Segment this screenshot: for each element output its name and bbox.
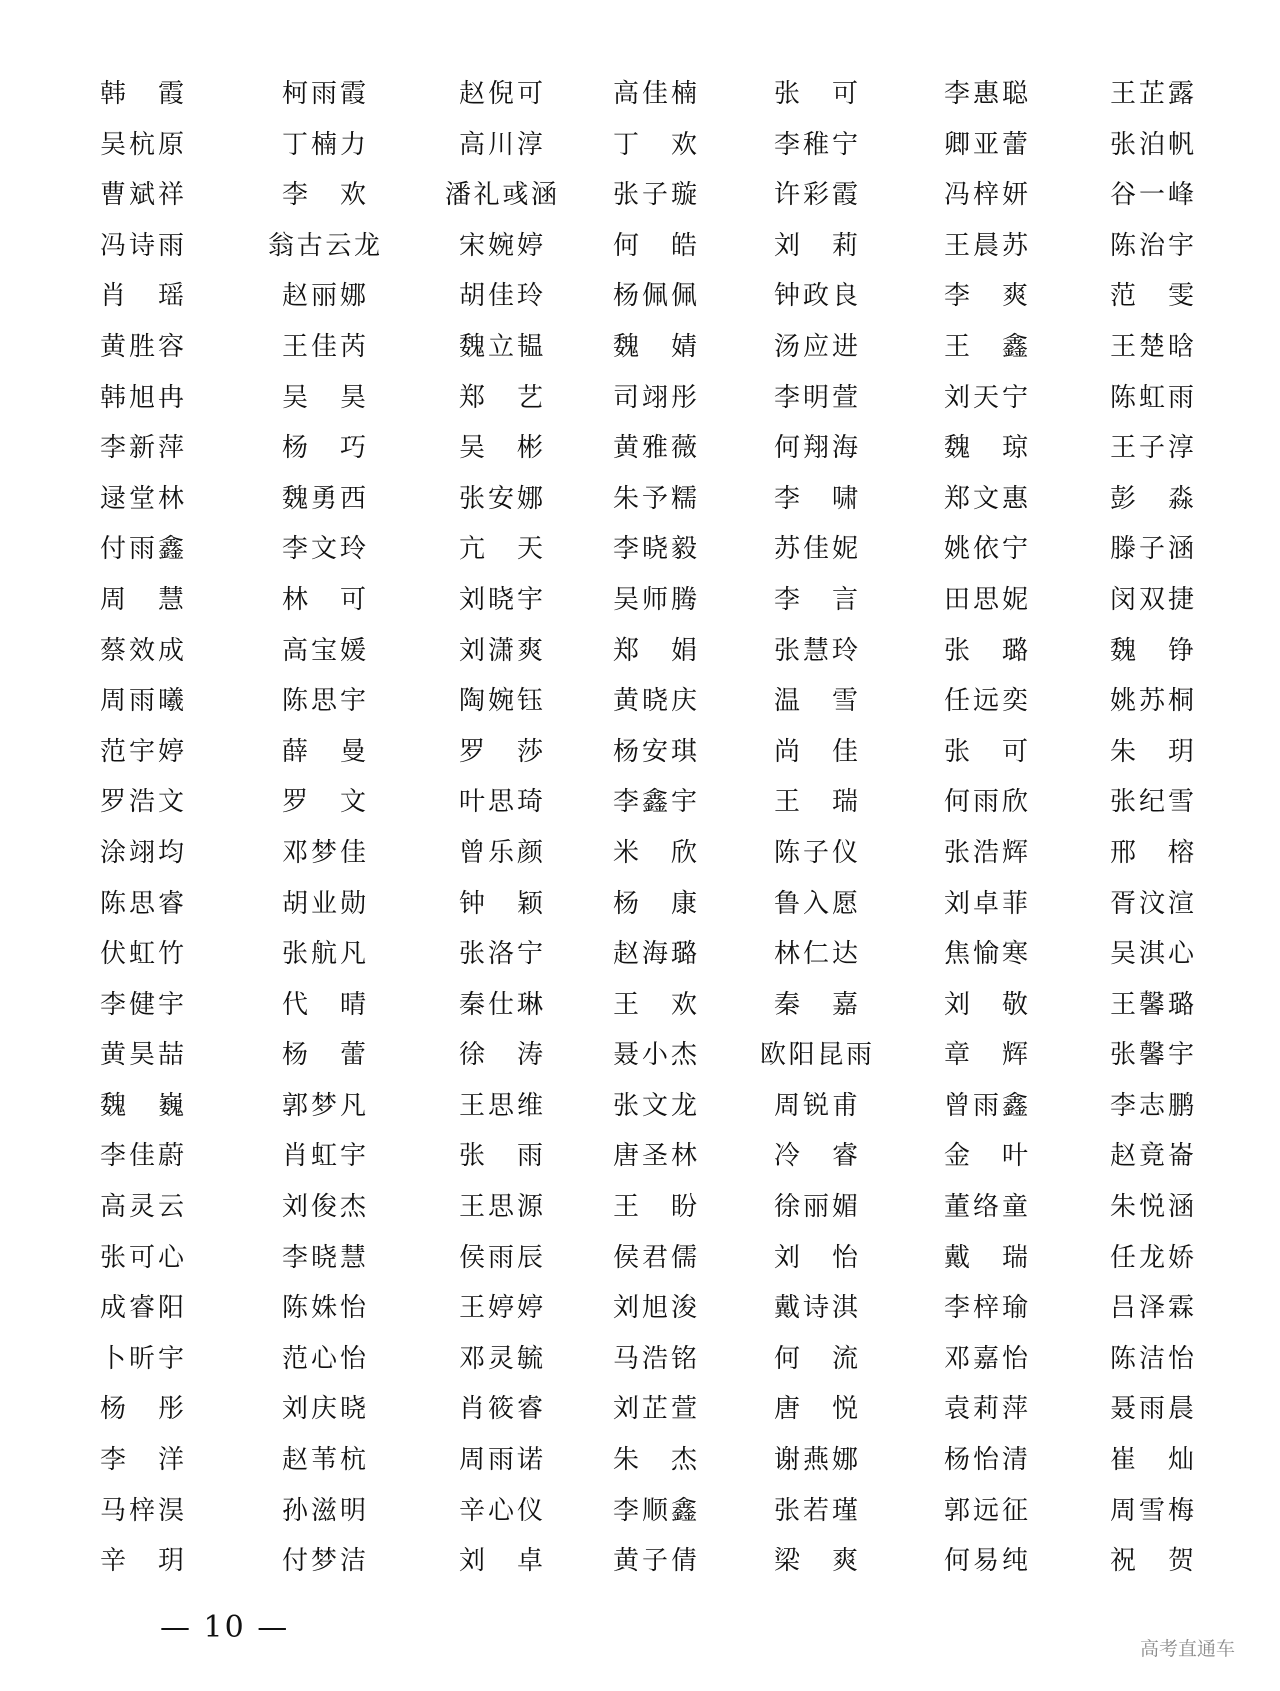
name-cell: 金叶 xyxy=(944,1141,1028,1172)
name-cell: 王佳芮 xyxy=(282,331,366,362)
name-cell: 钟政良 xyxy=(774,281,858,312)
name-cell: 司翊彤 xyxy=(613,382,697,413)
name-cell: 杨巧 xyxy=(282,433,366,464)
name-cell: 刘莉 xyxy=(774,230,858,261)
name-cell: 李惠聪 xyxy=(944,79,1028,109)
name-cell: 张泊帆 xyxy=(1110,129,1194,160)
name-cell: 钟颖 xyxy=(459,888,543,919)
name-cell: 李志鹏 xyxy=(1110,1090,1194,1121)
name-cell: 任远奕 xyxy=(944,686,1028,717)
name-cell: 高宝媛 xyxy=(282,635,366,666)
name-cell: 朱悦涵 xyxy=(1110,1192,1194,1223)
name-cell: 朱予糯 xyxy=(613,483,697,514)
name-cell: 张航凡 xyxy=(282,939,366,970)
name-cell: 许彩霞 xyxy=(774,180,858,211)
name-cell: 冯诗雨 xyxy=(100,230,184,261)
name-cell: 王子淳 xyxy=(1110,433,1194,464)
name-cell: 秦仕琳 xyxy=(459,989,543,1020)
name-cell: 辛心仪 xyxy=(459,1495,543,1526)
name-cell: 鲁入愿 xyxy=(774,888,858,919)
name-cell: 周雨诺 xyxy=(459,1445,543,1476)
name-row xyxy=(0,784,1280,835)
name-cell: 杨康 xyxy=(613,888,697,919)
name-cell: 陈洁怡 xyxy=(1110,1343,1194,1374)
name-cell: 彭淼 xyxy=(1110,483,1194,514)
name-cell: 刘敬 xyxy=(944,989,1028,1020)
name-cell: 涂翊均 xyxy=(100,837,184,868)
name-cell: 李稚宁 xyxy=(774,129,858,160)
name-cell: 李爽 xyxy=(944,281,1028,312)
name-cell: 张可 xyxy=(944,736,1028,767)
name-row xyxy=(0,76,1280,127)
name-cell: 徐丽媚 xyxy=(774,1192,858,1223)
name-cell: 邓嘉怡 xyxy=(944,1343,1028,1374)
name-cell: 谷一峰 xyxy=(1110,180,1194,211)
name-cell: 肖虹宇 xyxy=(282,1141,366,1172)
name-cell: 李梓瑜 xyxy=(944,1293,1028,1324)
name-cell: 林仁达 xyxy=(774,939,858,970)
name-cell: 伏虹竹 xyxy=(100,939,184,970)
name-cell: 辛玥 xyxy=(100,1546,184,1577)
name-cell: 侯君儒 xyxy=(613,1242,697,1273)
name-row xyxy=(0,1037,1280,1088)
name-cell: 戴瑞 xyxy=(944,1242,1028,1273)
name-row xyxy=(0,380,1280,431)
name-cell: 李言 xyxy=(774,584,858,615)
name-list xyxy=(0,76,1280,1594)
name-row xyxy=(0,481,1280,532)
name-cell: 孙滋明 xyxy=(282,1495,366,1526)
name-cell: 肖瑶 xyxy=(100,281,184,312)
name-cell: 何易纯 xyxy=(944,1546,1028,1577)
name-row xyxy=(0,278,1280,329)
name-cell: 陈思宇 xyxy=(282,686,366,717)
name-cell: 姚依宁 xyxy=(944,534,1028,565)
name-cell: 闵双捷 xyxy=(1110,584,1194,615)
name-cell: 付雨鑫 xyxy=(100,534,184,565)
name-cell: 汤应进 xyxy=(774,331,858,362)
name-cell: 刘卓菲 xyxy=(944,888,1028,919)
name-row xyxy=(0,1341,1280,1392)
name-cell: 范心怡 xyxy=(282,1343,366,1374)
name-cell: 徐涛 xyxy=(459,1040,543,1071)
name-cell: 陈子仪 xyxy=(774,837,858,868)
name-cell: 杨彤 xyxy=(100,1394,184,1425)
name-cell: 赵竟崙 xyxy=(1110,1141,1194,1172)
name-cell: 吴师腾 xyxy=(613,584,697,615)
name-row xyxy=(0,835,1280,886)
name-cell: 王楚晗 xyxy=(1110,331,1194,362)
name-cell: 王瑞 xyxy=(774,787,858,818)
name-cell: 滕子涵 xyxy=(1110,534,1194,565)
name-cell: 卿亚蕾 xyxy=(944,129,1028,160)
name-cell: 胡业勋 xyxy=(282,888,366,919)
name-cell: 田思妮 xyxy=(944,584,1028,615)
name-cell: 魏铮 xyxy=(1110,635,1194,666)
watermark: 高考直通车 xyxy=(1140,1638,1236,1660)
name-cell: 李健宇 xyxy=(100,989,184,1020)
name-cell: 肖筱睿 xyxy=(459,1394,543,1425)
name-cell: 何翔海 xyxy=(774,433,858,464)
name-cell: 黄晓庆 xyxy=(613,686,697,717)
name-row xyxy=(0,936,1280,987)
name-cell: 冷睿 xyxy=(774,1141,858,1172)
name-cell: 魏勇西 xyxy=(282,483,366,514)
name-cell: 杨佩佩 xyxy=(613,281,697,312)
name-cell: 袁莉萍 xyxy=(944,1394,1028,1425)
name-cell: 赵苇杭 xyxy=(282,1445,366,1476)
name-cell: 高灵云 xyxy=(100,1192,184,1223)
name-cell: 吴昊 xyxy=(282,382,366,413)
name-cell: 王鑫 xyxy=(944,331,1028,362)
name-cell: 宋婉婷 xyxy=(459,230,543,261)
name-cell: 周慧 xyxy=(100,584,184,615)
name-cell: 吴彬 xyxy=(459,433,543,464)
name-cell: 王思源 xyxy=(459,1192,543,1223)
name-cell: 丁楠力 xyxy=(282,129,366,160)
name-cell: 丁欢 xyxy=(613,129,697,160)
name-cell: 柯雨霞 xyxy=(282,79,366,109)
name-cell: 王盼 xyxy=(613,1192,697,1223)
name-cell: 刘潇爽 xyxy=(459,635,543,666)
name-row xyxy=(0,1543,1280,1594)
name-cell: 郭梦凡 xyxy=(282,1090,366,1121)
name-cell: 吴杭原 xyxy=(100,129,184,160)
name-cell: 曾乐颜 xyxy=(459,837,543,868)
name-cell: 刘晓宇 xyxy=(459,584,543,615)
name-cell: 郭远征 xyxy=(944,1495,1028,1526)
name-row xyxy=(0,987,1280,1038)
name-cell: 邓灵毓 xyxy=(459,1343,543,1374)
name-cell: 刘庆晓 xyxy=(282,1394,366,1425)
name-cell: 陈思睿 xyxy=(100,888,184,919)
name-cell: 聂小杰 xyxy=(613,1040,697,1071)
name-cell: 尚佳 xyxy=(774,736,858,767)
name-cell: 刘卓 xyxy=(459,1546,543,1577)
name-row xyxy=(0,127,1280,178)
name-cell: 米欣 xyxy=(613,837,697,868)
name-cell: 王婷婷 xyxy=(459,1293,543,1324)
name-cell: 董络童 xyxy=(944,1192,1028,1223)
name-cell: 刘俊杰 xyxy=(282,1192,366,1223)
name-cell: 王思维 xyxy=(459,1090,543,1121)
name-row xyxy=(0,1290,1280,1341)
name-cell: 张洛宁 xyxy=(459,939,543,970)
name-cell: 胡佳玲 xyxy=(459,281,543,312)
name-cell: 魏婧 xyxy=(613,331,697,362)
name-cell: 李啸 xyxy=(774,483,858,514)
name-row xyxy=(0,329,1280,380)
name-cell: 叶思琦 xyxy=(459,787,543,818)
name-cell: 代晴 xyxy=(282,989,366,1020)
name-cell: 付梦洁 xyxy=(282,1546,366,1577)
name-cell: 李佳蔚 xyxy=(100,1141,184,1172)
name-cell: 周雪梅 xyxy=(1110,1495,1194,1526)
name-cell: 张雨 xyxy=(459,1141,543,1172)
name-cell: 陈姝怡 xyxy=(282,1293,366,1324)
name-cell: 戴诗淇 xyxy=(774,1293,858,1324)
name-cell: 张纪雪 xyxy=(1110,787,1194,818)
name-cell: 何皓 xyxy=(613,230,697,261)
name-cell: 曹斌祥 xyxy=(100,180,184,211)
name-cell: 何流 xyxy=(774,1343,858,1374)
name-cell: 聂雨晨 xyxy=(1110,1394,1194,1425)
page-number: — 10 — xyxy=(160,1610,290,1645)
name-cell: 韩霞 xyxy=(100,79,184,109)
name-cell: 马梓淏 xyxy=(100,1495,184,1526)
name-cell: 潘礼彧涵 xyxy=(445,180,557,211)
name-cell: 欧阳昆雨 xyxy=(760,1040,872,1071)
name-row xyxy=(0,582,1280,633)
name-row xyxy=(0,1442,1280,1493)
name-cell: 焦愉寒 xyxy=(944,939,1028,970)
name-cell: 黄子倩 xyxy=(613,1546,697,1577)
name-row xyxy=(0,1493,1280,1544)
name-row xyxy=(0,1138,1280,1189)
name-cell: 杨安琪 xyxy=(613,736,697,767)
name-row xyxy=(0,228,1280,279)
name-cell: 黄雅薇 xyxy=(613,433,697,464)
name-cell: 李欢 xyxy=(282,180,366,211)
name-cell: 温雪 xyxy=(774,686,858,717)
name-row xyxy=(0,177,1280,228)
name-cell: 张璐 xyxy=(944,635,1028,666)
name-cell: 王欢 xyxy=(613,989,697,1020)
name-cell: 罗浩文 xyxy=(100,787,184,818)
name-cell: 罗莎 xyxy=(459,736,543,767)
name-cell: 亢天 xyxy=(459,534,543,565)
name-cell: 黄胜容 xyxy=(100,331,184,362)
name-cell: 张可 xyxy=(774,79,858,109)
name-cell: 韩旭冉 xyxy=(100,382,184,413)
name-cell: 任龙娇 xyxy=(1110,1242,1194,1273)
name-cell: 黄昊喆 xyxy=(100,1040,184,1071)
name-cell: 李明萱 xyxy=(774,382,858,413)
name-cell: 薛曼 xyxy=(282,736,366,767)
name-cell: 胥汶渲 xyxy=(1110,888,1194,919)
name-cell: 郑娟 xyxy=(613,635,697,666)
name-cell: 苏佳妮 xyxy=(774,534,858,565)
name-cell: 赵倪可 xyxy=(459,79,543,109)
name-cell: 范宇婷 xyxy=(100,736,184,767)
name-cell: 朱玥 xyxy=(1110,736,1194,767)
name-cell: 祝贺 xyxy=(1110,1546,1194,1577)
name-cell: 赵海璐 xyxy=(613,939,697,970)
name-cell: 魏琼 xyxy=(944,433,1028,464)
name-cell: 吴淇心 xyxy=(1110,939,1194,970)
name-cell: 唐悦 xyxy=(774,1394,858,1425)
name-cell: 张馨宇 xyxy=(1110,1040,1194,1071)
name-row xyxy=(0,886,1280,937)
name-row xyxy=(0,633,1280,684)
name-cell: 郑艺 xyxy=(459,382,543,413)
name-cell: 李晓慧 xyxy=(282,1242,366,1273)
name-cell: 周锐甫 xyxy=(774,1090,858,1121)
name-cell: 李晓毅 xyxy=(613,534,697,565)
name-cell: 章辉 xyxy=(944,1040,1028,1071)
name-cell: 郑文惠 xyxy=(944,483,1028,514)
name-cell: 李顺鑫 xyxy=(613,1495,697,1526)
name-cell: 张文龙 xyxy=(613,1090,697,1121)
name-cell: 逯堂林 xyxy=(100,483,184,514)
name-cell: 翁古云龙 xyxy=(268,230,380,261)
name-row xyxy=(0,683,1280,734)
name-cell: 李新萍 xyxy=(100,433,184,464)
name-cell: 张子璇 xyxy=(613,180,697,211)
name-row xyxy=(0,1088,1280,1139)
name-cell: 陈虹雨 xyxy=(1110,382,1194,413)
name-cell: 陶婉钰 xyxy=(459,686,543,717)
name-cell: 吕泽霖 xyxy=(1110,1293,1194,1324)
name-cell: 李文玲 xyxy=(282,534,366,565)
name-cell: 张若瑾 xyxy=(774,1495,858,1526)
name-cell: 邓梦佳 xyxy=(282,837,366,868)
name-cell: 刘芷萱 xyxy=(613,1394,697,1425)
name-row xyxy=(0,531,1280,582)
name-cell: 陈治宇 xyxy=(1110,230,1194,261)
name-cell: 张可心 xyxy=(100,1242,184,1273)
name-cell: 魏立韫 xyxy=(459,331,543,362)
name-cell: 刘怡 xyxy=(774,1242,858,1273)
name-cell: 林可 xyxy=(282,584,366,615)
name-cell: 张浩辉 xyxy=(944,837,1028,868)
name-cell: 成睿阳 xyxy=(100,1293,184,1324)
name-cell: 李洋 xyxy=(100,1445,184,1476)
name-cell: 张安娜 xyxy=(459,483,543,514)
name-cell: 梁爽 xyxy=(774,1546,858,1577)
name-cell: 赵丽娜 xyxy=(282,281,366,312)
name-cell: 刘天宁 xyxy=(944,382,1028,413)
name-cell: 邢榕 xyxy=(1110,837,1194,868)
name-row xyxy=(0,1189,1280,1240)
name-cell: 崔灿 xyxy=(1110,1445,1194,1476)
name-cell: 高佳楠 xyxy=(613,79,697,109)
name-cell: 罗文 xyxy=(282,787,366,818)
name-cell: 何雨欣 xyxy=(944,787,1028,818)
name-cell: 刘旭浚 xyxy=(613,1293,697,1324)
name-cell: 侯雨辰 xyxy=(459,1242,543,1273)
name-cell: 谢燕娜 xyxy=(774,1445,858,1476)
name-cell: 王馨璐 xyxy=(1110,989,1194,1020)
name-cell: 冯梓妍 xyxy=(944,180,1028,211)
name-cell: 曾雨鑫 xyxy=(944,1090,1028,1121)
name-cell: 卜昕宇 xyxy=(100,1343,184,1374)
name-cell: 唐圣林 xyxy=(613,1141,697,1172)
name-row xyxy=(0,1240,1280,1291)
name-cell: 高川淳 xyxy=(459,129,543,160)
name-cell: 姚苏桐 xyxy=(1110,686,1194,717)
name-cell: 杨怡清 xyxy=(944,1445,1028,1476)
name-cell: 魏巍 xyxy=(100,1090,184,1121)
name-cell: 马浩铭 xyxy=(613,1343,697,1374)
name-cell: 朱杰 xyxy=(613,1445,697,1476)
name-cell: 王晨苏 xyxy=(944,230,1028,261)
name-cell: 蔡效成 xyxy=(100,635,184,666)
name-row xyxy=(0,1391,1280,1442)
name-cell: 张慧玲 xyxy=(774,635,858,666)
name-cell: 范雯 xyxy=(1110,281,1194,312)
name-cell: 杨蕾 xyxy=(282,1040,366,1071)
name-cell: 秦嘉 xyxy=(774,989,858,1020)
name-row xyxy=(0,430,1280,481)
name-row xyxy=(0,734,1280,785)
name-cell: 王芷露 xyxy=(1110,79,1194,109)
name-cell: 李鑫宇 xyxy=(613,787,697,818)
name-cell: 周雨曦 xyxy=(100,686,184,717)
